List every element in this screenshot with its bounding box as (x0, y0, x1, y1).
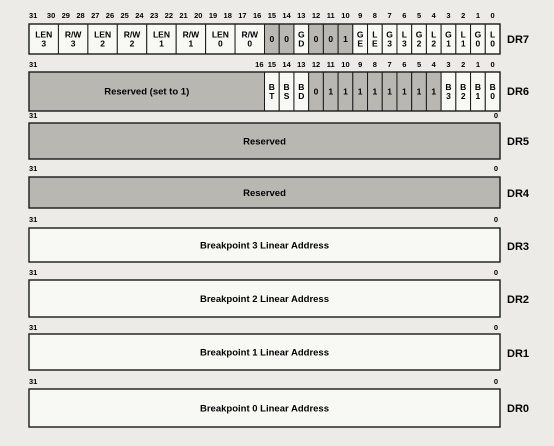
bit-number-label: 6 (402, 11, 407, 20)
field-dr6-b3 (441, 72, 456, 111)
field-dr6-0 (309, 72, 324, 111)
field-dr6-1 (353, 72, 368, 111)
field-label: LEN (211, 29, 229, 40)
field-label: L (431, 29, 437, 40)
field-label: G (415, 29, 423, 40)
field-dr6-b0 (485, 72, 500, 111)
field-dr6-1 (412, 72, 427, 111)
bit-number-label: 13 (297, 11, 306, 20)
register-name: DR6 (507, 86, 530, 98)
bit-number-label: 2 (461, 11, 466, 20)
register-field-label: Breakpoint 3 Linear Address (200, 240, 329, 252)
bit-number-label: 16 (252, 11, 262, 20)
bit-number-label: 31 (29, 60, 38, 69)
field-dr7-l3 (397, 24, 412, 54)
bit-number-label: 31 (29, 215, 38, 224)
register-dr7 (29, 11, 529, 54)
register-field-label: Breakpoint 0 Linear Address (200, 403, 329, 415)
bit-number-label: 14 (282, 60, 291, 69)
bit-number-label: 0 (493, 268, 498, 277)
field-label: 0 (475, 38, 481, 49)
field-dr7-1 (338, 24, 353, 54)
field-label: E (372, 38, 378, 49)
field-label: 2 (431, 38, 437, 49)
bit-number-label: 31 (29, 323, 38, 332)
field-label: T (269, 91, 275, 101)
field-dr7-l1 (456, 24, 471, 54)
bit-number-label: 13 (297, 60, 306, 69)
field-label: 1 (372, 86, 378, 97)
field-label: 1 (401, 86, 407, 97)
bit-number-label: 11 (326, 11, 335, 20)
field-dr6-1 (382, 72, 397, 111)
register-name: DR3 (507, 241, 530, 253)
field-label: 1 (343, 34, 348, 44)
bit-number-label: 30 (46, 11, 56, 20)
bit-number-label: 31 (29, 111, 38, 120)
bit-number-label: 10 (341, 11, 350, 20)
field-dr6-1 (368, 72, 383, 111)
register-field-label: Breakpoint 1 Linear Address (200, 347, 329, 359)
bit-number-label: 17 (238, 11, 247, 20)
field-label: R/W (182, 29, 200, 40)
bit-number-label: 22 (164, 11, 173, 20)
bit-number-label: 1 (475, 60, 481, 69)
bit-number-label: 25 (120, 11, 129, 20)
field-label: 1 (460, 38, 466, 49)
field-label: 3 (387, 38, 392, 49)
field-dr7-0 (279, 24, 294, 54)
bit-number-label: 24 (135, 11, 144, 20)
field-label: 1 (475, 91, 481, 101)
field-label: L (401, 29, 407, 40)
field-label: R/W (64, 29, 82, 40)
field-label: 3 (446, 91, 451, 101)
field-label: G (356, 29, 364, 40)
field-label: G (474, 29, 482, 40)
field-label: 0 (284, 34, 289, 44)
bit-number-label: 0 (493, 215, 498, 224)
bit-number-label: 4 (431, 60, 436, 69)
field-label: B (474, 82, 481, 92)
field-dr6-1 (397, 72, 412, 111)
field-label: 0 (490, 91, 496, 101)
register-name: DR5 (507, 136, 530, 148)
bit-number-label: 15 (267, 11, 277, 20)
bit-number-label: 0 (490, 11, 495, 20)
field-label: 0 (313, 34, 319, 44)
register-field-label: Reserved (243, 188, 286, 199)
field-dr7-g0 (471, 24, 486, 54)
bit-number-label: 28 (76, 11, 85, 20)
register-dr6 (29, 60, 529, 111)
field-label: B (445, 82, 452, 92)
field-label: S (283, 91, 290, 101)
field-label: 0 (247, 38, 253, 49)
field-label: G (297, 29, 305, 40)
field-label: LEN (35, 29, 53, 40)
field-dr7-len1 (147, 24, 176, 54)
bit-number-label: 23 (149, 11, 159, 20)
field-dr7-len3 (29, 24, 58, 54)
field-label: 0 (490, 38, 496, 49)
field-label: B (268, 82, 275, 92)
field-label: 1 (188, 38, 194, 49)
bit-number-label: 8 (372, 60, 377, 69)
field-label: 2 (100, 38, 105, 49)
field-dr7-rw1 (176, 24, 205, 54)
field-dr6-b2 (456, 72, 471, 111)
field-label: 3 (401, 38, 407, 49)
field-label: Reserved (set to 1) (104, 86, 190, 98)
bit-number-label: 5 (416, 11, 422, 20)
field-dr7-g2 (412, 24, 427, 54)
bit-number-label: 9 (358, 11, 363, 20)
field-label: 3 (41, 38, 47, 49)
field-dr6-bd (294, 72, 309, 111)
register-dr2 (29, 268, 529, 317)
bit-number-label: 19 (208, 11, 218, 20)
field-label: E (357, 38, 364, 49)
field-dr7-0 (265, 24, 280, 54)
field-label: B (283, 82, 290, 92)
bit-number-label: 9 (358, 60, 363, 69)
bit-number-label: 18 (223, 11, 232, 20)
field-label: 2 (129, 38, 135, 49)
field-dr6-reservedsetto1 (29, 72, 265, 111)
register-field-label: Breakpoint 2 Linear Address (200, 294, 329, 305)
bit-number-label: 31 (29, 11, 38, 20)
field-label: B (298, 82, 305, 92)
field-label: R/W (241, 29, 259, 40)
field-dr7-len0 (206, 24, 235, 54)
field-dr7-l2 (426, 24, 441, 54)
register-name: DR7 (507, 34, 530, 46)
bit-number-label: 6 (402, 60, 407, 69)
register-dr5 (29, 111, 529, 159)
bit-number-label: 31 (29, 164, 38, 173)
field-label: LEN (152, 29, 170, 40)
bit-number-label: 7 (387, 11, 392, 20)
field-dr7-0 (323, 24, 338, 54)
field-label: R/W (123, 29, 141, 40)
field-label: L (372, 29, 378, 40)
field-label: 1 (357, 86, 363, 97)
field-label: 1 (416, 86, 422, 97)
field-label: 0 (313, 86, 319, 97)
field-dr7-gd (294, 24, 309, 54)
register-dr0 (29, 377, 529, 427)
field-label: 2 (460, 91, 466, 101)
bit-number-label: 0 (493, 164, 498, 173)
bit-number-label: 31 (29, 268, 38, 277)
field-label: 1 (431, 86, 437, 97)
field-dr6-bs (279, 72, 294, 111)
field-label: G (445, 29, 452, 40)
bit-number-label: 31 (29, 377, 38, 386)
bit-number-label: 1 (475, 11, 481, 20)
register-name: DR1 (507, 348, 530, 360)
field-dr6-1 (323, 72, 338, 111)
bit-number-label: 8 (372, 11, 377, 20)
register-dr3 (29, 215, 529, 262)
field-label: 3 (70, 38, 76, 49)
bit-number-label: 27 (91, 11, 100, 20)
field-dr7-rw3 (58, 24, 87, 54)
bit-number-label: 4 (431, 11, 436, 20)
bit-number-label: 7 (387, 60, 392, 69)
field-dr7-rw2 (117, 24, 146, 54)
bit-number-label: 20 (194, 11, 203, 20)
field-dr7-ge (353, 24, 368, 54)
field-label: 1 (387, 86, 392, 97)
field-dr6-b1 (471, 72, 486, 111)
bit-number-label: 21 (179, 11, 188, 20)
bit-number-label: 26 (105, 11, 115, 20)
field-label: B (489, 82, 496, 92)
bit-number-label: 5 (416, 60, 422, 69)
bit-number-label: 0 (493, 323, 498, 332)
field-label: B (460, 82, 467, 92)
bit-number-label: 14 (282, 11, 291, 20)
register-name: DR4 (507, 188, 530, 200)
register-name: DR0 (507, 403, 530, 415)
field-dr7-l0 (485, 24, 500, 54)
field-dr6-1 (338, 72, 353, 111)
field-dr7-g1 (441, 24, 456, 54)
field-label: 1 (343, 86, 348, 97)
field-label: D (298, 91, 305, 101)
bit-number-label: 0 (493, 111, 498, 120)
field-dr7-len2 (88, 24, 117, 54)
bit-number-label: 2 (461, 60, 466, 69)
field-label: 1 (328, 86, 334, 97)
field-label: L (460, 29, 466, 40)
register-field-label: Reserved (243, 136, 286, 148)
bit-number-label: 12 (311, 11, 321, 20)
bit-number-label: 12 (311, 60, 321, 69)
field-dr7-g3 (382, 24, 397, 54)
field-label: 1 (159, 38, 164, 49)
field-label: 0 (328, 34, 334, 44)
bit-number-label: 16 (255, 60, 264, 69)
bit-number-label: 0 (490, 60, 495, 69)
register-dr1 (29, 323, 529, 370)
field-dr6-bt (265, 72, 280, 111)
field-dr7-le (368, 24, 383, 54)
field-label: 1 (446, 38, 451, 49)
field-dr7-0 (309, 24, 324, 54)
field-label: D (298, 38, 305, 49)
field-label: 2 (416, 38, 422, 49)
register-name: DR2 (507, 294, 530, 306)
bit-number-label: 29 (61, 11, 70, 20)
register-dr4 (29, 164, 530, 208)
bit-number-label: 3 (446, 60, 451, 69)
bit-number-label: 10 (341, 60, 350, 69)
field-label: L (490, 29, 496, 40)
field-label: 0 (217, 38, 223, 49)
bit-number-label: 15 (267, 60, 277, 69)
bit-number-label: 3 (446, 11, 451, 20)
field-label: G (386, 29, 393, 40)
bit-number-label: 0 (493, 377, 498, 386)
field-dr6-1 (426, 72, 441, 111)
field-label: LEN (94, 29, 112, 40)
bit-number-label: 11 (326, 60, 335, 69)
field-label: 0 (269, 34, 275, 44)
field-dr7-rw0 (235, 24, 264, 54)
